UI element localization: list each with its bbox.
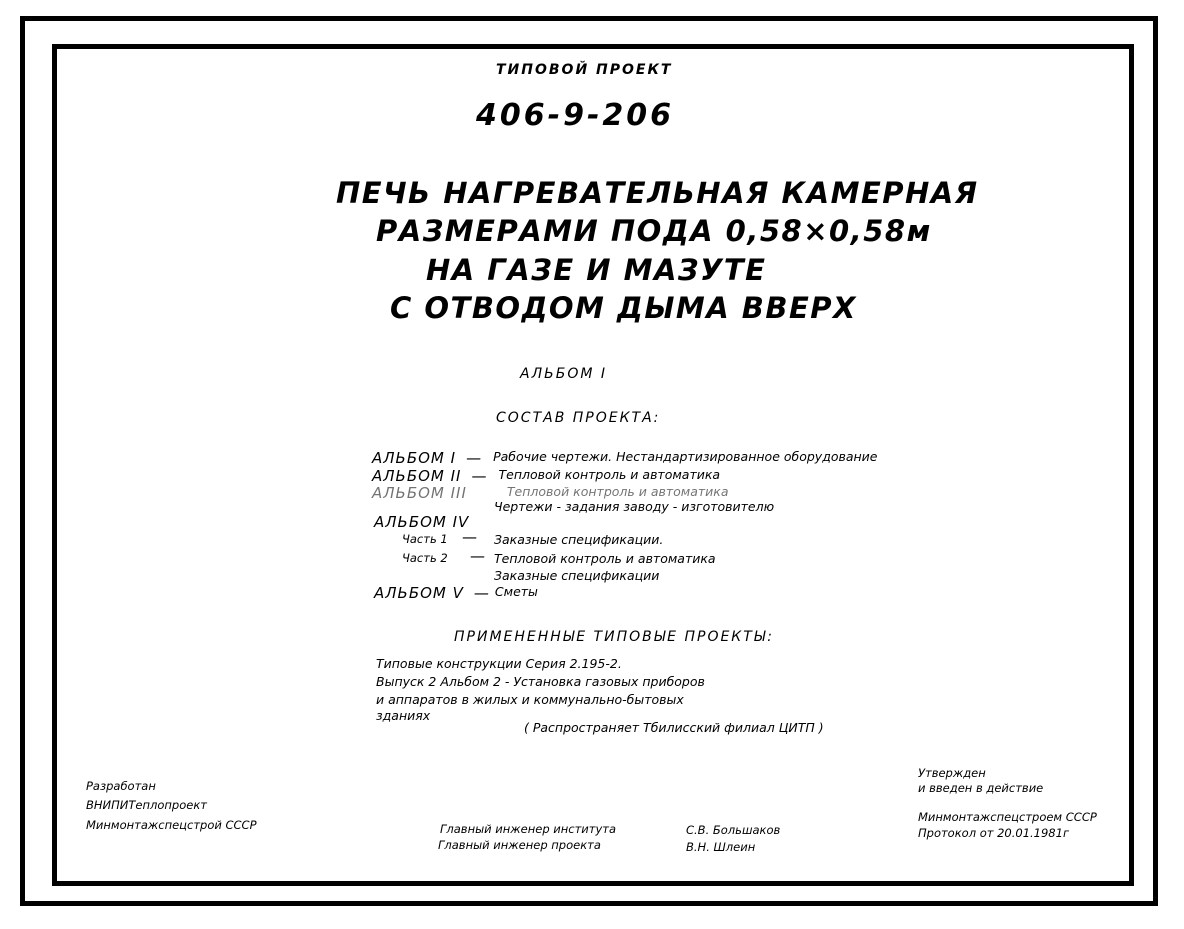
album4-part2-label: Часть 2 [402, 551, 448, 565]
applied-line: и аппаратов в жилых и коммунально-бытовых [376, 692, 684, 707]
composition-item [372, 467, 720, 485]
composition-item [494, 499, 774, 514]
title-line-3: НА ГАЗЕ И МАЗУТЕ [426, 253, 767, 287]
album-key: АЛЬБОМ V [374, 584, 464, 602]
approved-line-1: Утвержден [918, 766, 986, 780]
dash: — [473, 584, 489, 602]
approved-line-2: и введен в действие [918, 781, 1044, 795]
album4-key: АЛЬБОМ IV [374, 513, 470, 531]
applied-line: Выпуск 2 Альбом 2 - Установка газовых приборов [376, 674, 705, 689]
signature-role-2: Главный инженер проекта [438, 838, 601, 852]
applied-heading: ПРИМЕНЕННЫЕ ТИПОВЫЕ ПРОЕКТЫ: [454, 629, 774, 645]
title-line-2: РАЗМЕРАМИ ПОДА 0,58×0,58м [376, 214, 932, 248]
album-description: Тепловой контроль и автоматика [498, 467, 721, 482]
applied-line: Типовые конструкции Серия 2.195-2. [376, 656, 622, 671]
dash: — [466, 449, 482, 467]
signature-name-1: С.В. Большаков [686, 823, 781, 837]
approved-line-3: Минмонтажспецстроем СССР [918, 810, 1097, 824]
developed-line-1: Разработан [86, 779, 156, 793]
album4-part1-text: Заказные спецификации. [494, 532, 664, 547]
project-number: 406-9-206 [476, 98, 675, 133]
composition-heading: СОСТАВ ПРОЕКТА: [496, 410, 661, 426]
album-label: АЛЬБОМ I [520, 366, 607, 382]
signature-role-1: Главный инженер института [440, 822, 617, 836]
album4-part2-text: Тепловой контроль и автоматика [494, 551, 716, 566]
album4-part1-label: Часть 1 [402, 532, 448, 546]
album-key: АЛЬБОМ III [372, 484, 467, 502]
album-description: Сметы [494, 584, 538, 599]
applied-note: ( Распространяет Тбилисский филиал ЦИТП ) [524, 720, 824, 735]
composition-item [374, 584, 538, 602]
composition-item [372, 449, 878, 467]
signature-name-2: В.Н. Шлеин [686, 840, 756, 854]
title-line-4: С ОТВОДОМ ДЫМА ВВЕРХ [390, 291, 857, 325]
applied-line: зданиях [376, 708, 431, 723]
approved-line-4: Протокол от 20.01.1981г [918, 826, 1069, 840]
dash: — [471, 467, 487, 485]
album-key: АЛЬБОМ I [372, 449, 457, 467]
dash: — [462, 528, 478, 546]
dash: — [470, 547, 486, 565]
project-type-label: ТИПОВОЙ ПРОЕКТ [496, 62, 673, 78]
album-description: Тепловой контроль и автоматика [506, 484, 729, 499]
album-key: АЛЬБОМ II [372, 467, 462, 485]
album4-part2-text2: Заказные спецификации [494, 568, 660, 583]
album-description: Рабочие чертежи. Нестандартизированное оборудование [493, 449, 878, 464]
album-description: Чертежи - задания заводу - изготовителю [494, 499, 775, 514]
developed-line-2: ВНИПИТеплопроект [86, 798, 207, 812]
title-line-1: ПЕЧЬ НАГРЕВАТЕЛЬНАЯ КАМЕРНАЯ [336, 176, 979, 210]
developed-line-3: Минмонтажспецстрой СССР [86, 818, 257, 832]
